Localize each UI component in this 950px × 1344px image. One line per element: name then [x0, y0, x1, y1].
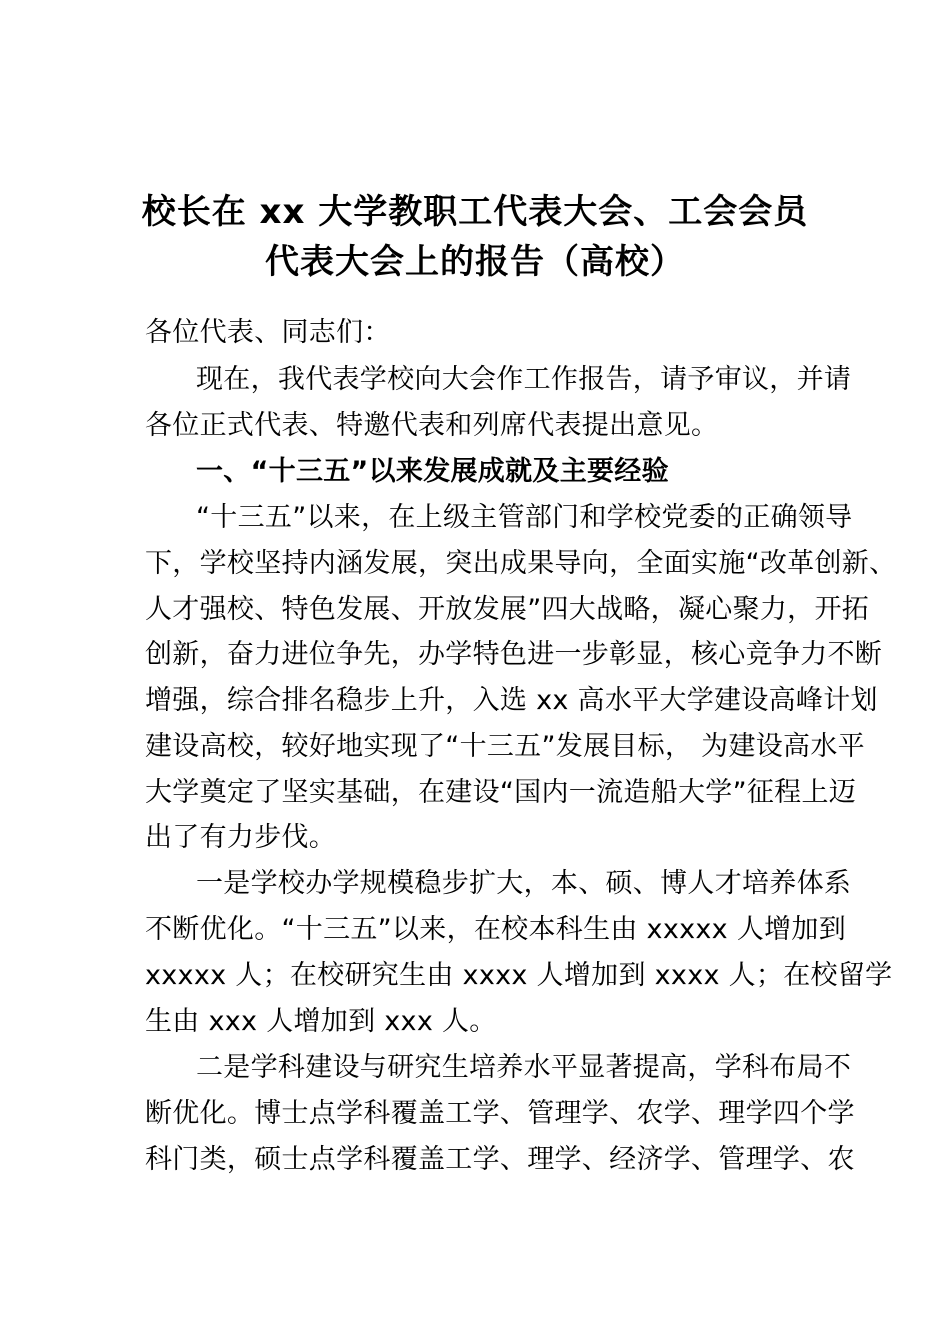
paragraph-line: 一是学校办学规模稳步扩大，本、硕、博人才培养体系: [196, 868, 852, 899]
intro-line: 现在，我代表学校向大会作工作报告，请予审议，并请: [196, 364, 852, 395]
paragraph-line: 断优化。博士点学科覆盖工学、管理学、农学、理学四个学: [145, 1098, 855, 1129]
paragraph-line: 下，学校坚持内涵发展，突出成果导向，全面实施“改革创新、: [145, 548, 897, 579]
paragraph-line: xxxxx 人；在校研究生由 xxxx 人增加到 xxxx 人；在校留学: [145, 960, 893, 991]
document-title-line-2: 代表大会上的报告（高校）: [265, 242, 685, 282]
paragraph-line: 人才强校、特色发展、开放发展”四大战略，凝心聚力，开拓: [145, 594, 870, 625]
paragraph-line: 二是学科建设与研究生培养水平显著提高，学科布局不: [196, 1052, 852, 1083]
paragraph-line: 出了有力步伐。: [145, 822, 337, 853]
intro-line: 各位正式代表、特邀代表和列席代表提出意见。: [145, 410, 719, 441]
paragraph-line: 大学奠定了坚实基础，在建设“国内一流造船大学”征程上迈: [145, 777, 857, 808]
paragraph-line: 建设高校，较好地实现了“十三五”发展目标， 为建设高水平: [145, 731, 865, 762]
paragraph-line: 增强，综合排名稳步上升，入选 xx 高水平大学建设高峰计划: [145, 685, 878, 716]
paragraph-line: 不断优化。“十三五”以来，在校本科生由 xxxxx 人增加到: [145, 914, 847, 945]
paragraph-line: 生由 xxx 人增加到 xxx 人。: [145, 1006, 497, 1037]
paragraph-line: “十三五”以来，在上级主管部门和学校党委的正确领导: [196, 502, 853, 533]
paragraph-line: 创新，奋力进位争先，办学特色进一步彰显，核心竞争力不断: [145, 639, 883, 670]
section-heading: 一、“十三五”以来发展成就及主要经验: [196, 456, 669, 487]
document-title-line-1: 校长在 xx 大学教职工代表大会、工会会员: [141, 192, 809, 232]
salutation: 各位代表、同志们：: [145, 317, 391, 348]
paragraph-line: 科门类，硕士点学科覆盖工学、理学、经济学、管理学、农: [145, 1144, 855, 1175]
